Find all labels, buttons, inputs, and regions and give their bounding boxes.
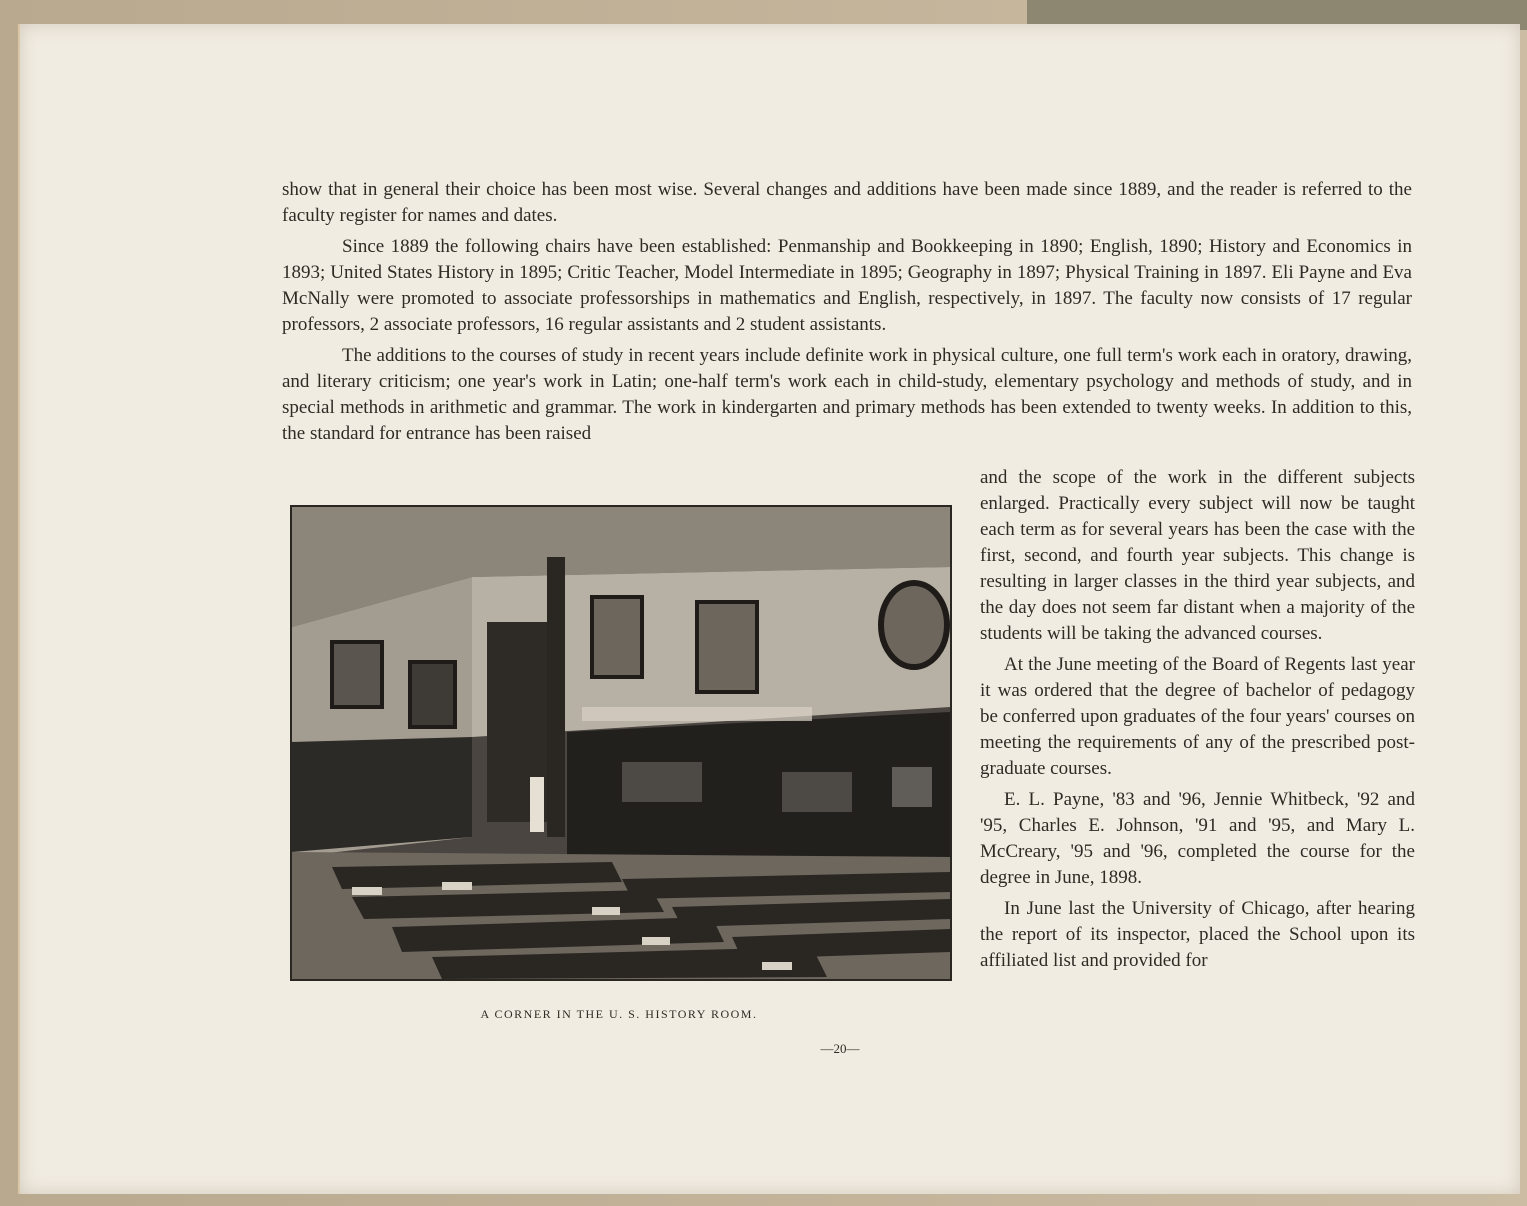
paragraph-2: Since 1889 the following chairs have been established: Penmanship and Bookkeeping in 1890; English, 1890; History and Economics in 1893; United States History in 1895; Critic Teacher, Model Intermediate in 1895; Geography in 1897; Physical Training in 1897. Eli Payne and Eva McNally were promoted to associate professorships in mathematics and English, respectively, in 1897. The faculty now consists of 17 regular professors, 2 associate professors, 16 regular assistants and 2 student assistants. — [282, 236, 1412, 335]
photo-caption: A CORNER IN THE U. S. HISTORY ROOM. — [480, 1007, 758, 1021]
top-text-block — [282, 177, 1412, 452]
right-column-text — [980, 465, 1415, 979]
book-page — [18, 24, 1520, 1194]
paragraph-1: show that in general their choice has been most wise. Several changes and additions have been made since 1889, and the reader is referred to the faculty register for names and dates. — [282, 179, 1412, 226]
classroom-photo — [290, 505, 952, 981]
classroom-illustration — [292, 507, 950, 979]
paragraph-6: In June last the University of Chicago, after hearing the report of its inspector, placed the School upon its affiliated list and provided for — [980, 898, 1415, 971]
paragraph-3-continued: and the scope of the work in the different subjects enlarged. Practically every subject will now be taught each term as for several years has been the case with the first, second, and fourth year subjects. This change is resulting in larger classes in the third year subjects, and the day does not seem far distant when a majority of the students will be taking the advanced courses. — [980, 467, 1415, 644]
paragraph-5: E. L. Payne, '83 and '96, Jennie Whitbeck, '92 and '95, Charles E. Johnson, '91 and '95, and Mary L. McCreary, '95 and '96, completed the course for the degree in June, 1898. — [980, 789, 1415, 888]
page-number: —20— — [820, 1041, 860, 1056]
paragraph-3: The additions to the courses of study in recent years include definite work in physical culture, one full term's work each in oratory, drawing, and literary criticism; one year's work in Latin; one-half term's work each in child-study, elementary psychology and methods of study, and in special methods in arithmetic and grammar. The work in kindergarten and primary methods has been extended to twenty weeks. In addition to this, the standard for entrance has been raised — [282, 345, 1412, 444]
paragraph-4: At the June meeting of the Board of Regents last year it was ordered that the degree of bachelor of pedagogy be conferred upon graduates of the four years' courses on meeting the requirements of any of the prescribed post-graduate courses. — [980, 654, 1415, 779]
